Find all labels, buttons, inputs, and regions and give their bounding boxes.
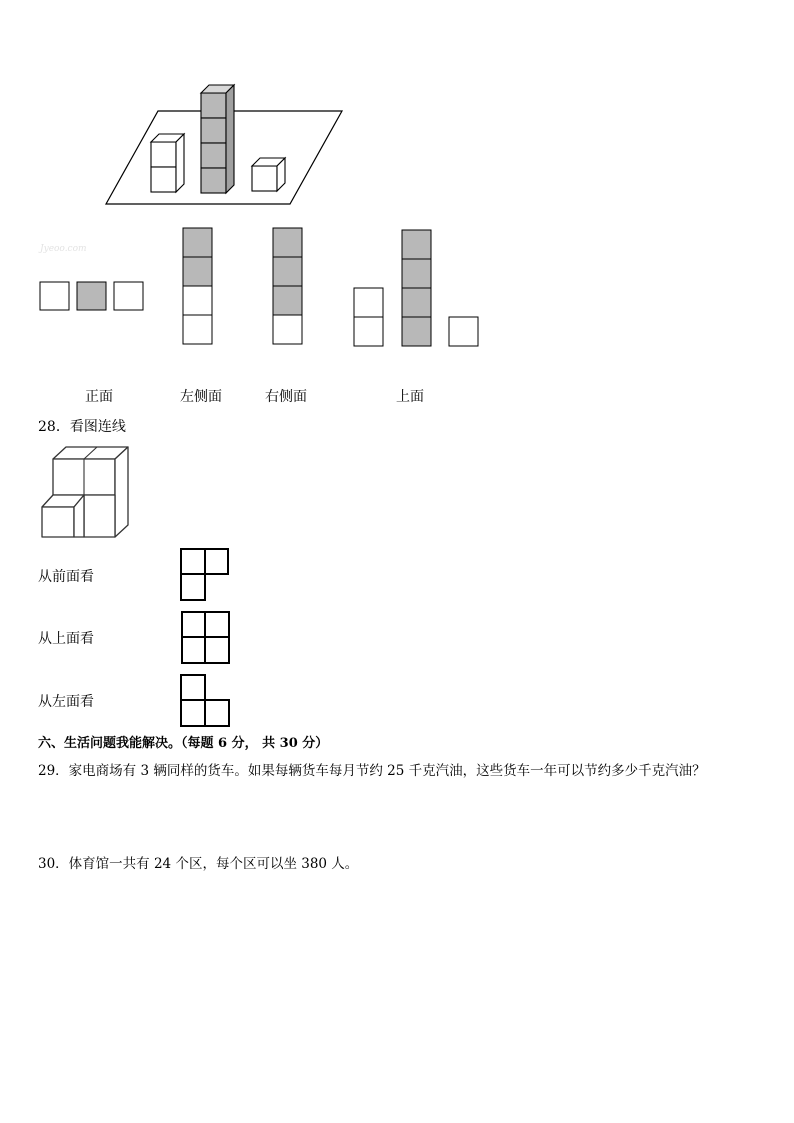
right-view-drawing [273,228,302,344]
option-shape-c[interactable] [177,672,233,730]
top-view-label: 上面 [396,389,424,405]
left-view-label: 左侧面 [180,389,222,405]
watermark: Jyeoo.com [40,244,87,254]
left-cube-stack [151,134,184,192]
top-view-drawing [354,230,478,346]
right-view-label: 右侧面 [265,389,307,405]
option-shape-a[interactable] [178,546,232,604]
front-view-drawing [40,282,143,310]
tall-cube-stack [201,85,234,193]
from-top-label: 从上面看 [38,631,94,647]
section-six-title: 六、生活问题我能解决。（每题 6 分， 共 30 分） [38,736,329,751]
option-shape-b[interactable] [178,609,232,667]
question-30: 30．体育馆一共有 24 个区，每个区可以坐 380 人。 [38,856,359,872]
left-view-drawing [183,228,212,344]
single-cube [252,158,285,191]
from-left-label: 从左面看 [38,694,94,710]
q28-solid-figure [38,443,132,541]
cube-figure [0,0,794,420]
from-front-label: 从前面看 [38,569,94,585]
q28-title: 28．看图连线 [38,419,126,435]
front-view-label: 正面 [85,389,113,405]
question-29: 29．家电商场有 3 辆同样的货车。如果每辆货车每月节约 25 千克汽油，这些货车一年可以节约多少千克汽油？ [38,763,706,779]
